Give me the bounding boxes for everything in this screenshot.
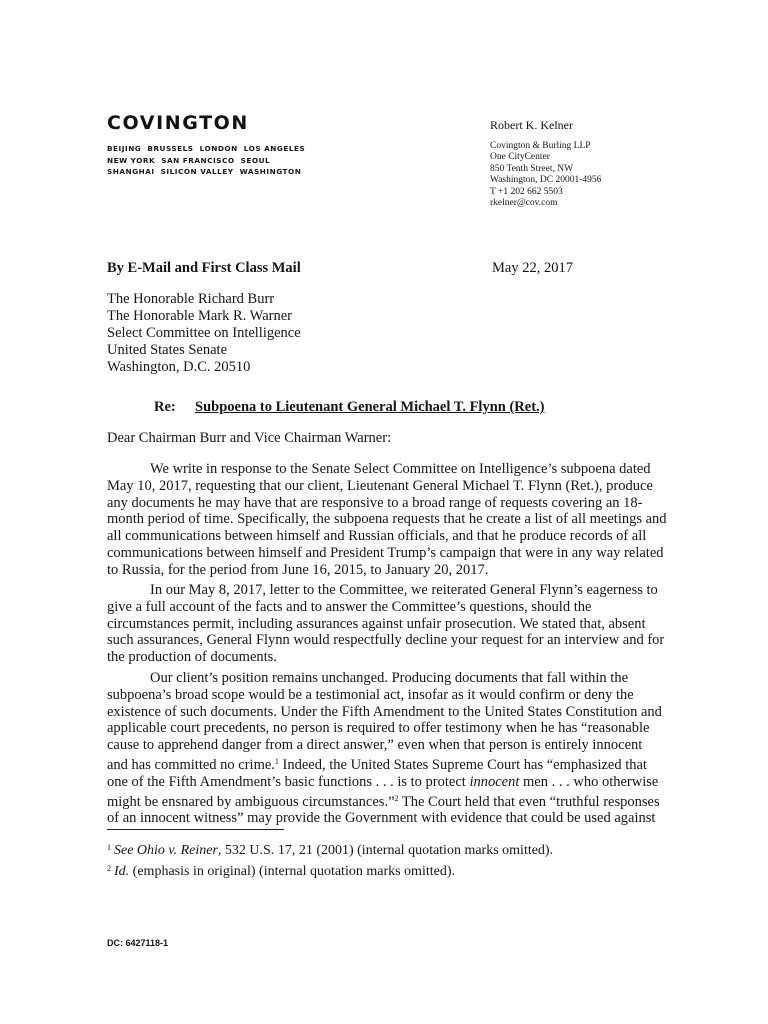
paragraph-line: any documents he may have that are responsive to a broad range of requests covering an 18- — [107, 494, 643, 511]
footnote-citation: See Ohio v. Reiner — [114, 843, 218, 858]
delivery-method: By E-Mail and First Class Mail — [107, 260, 301, 276]
line-text: one of the Fifth Amendment’s basic functions . . . is to protect — [107, 773, 470, 790]
line-text: Indeed, the United States Supreme Court has “emphasized that — [278, 756, 647, 773]
footnote-text: , 532 U.S. 17, 21 (2001) (internal quotation marks omitted). — [217, 843, 554, 858]
footnote-2 — [107, 864, 455, 880]
firm-logo: COVINGTON — [107, 112, 249, 134]
line-text: might be ensnared by ambiguous circumstances.” — [107, 793, 395, 810]
paragraph-line: We write in response to the Senate Select Committee on Intelligence’s subpoena dated — [150, 461, 651, 477]
recipient-line: United States Senate — [107, 342, 228, 358]
paragraph-line: such assurances, General Flynn would respectfully decline your request for an interview and for — [107, 632, 665, 649]
paragraph-line: May 10, 2017, requesting that our client, Lieutenant General Michael T. Flynn (Ret.), produce — [107, 477, 653, 494]
address-line: Covington & Burling LLP — [490, 141, 591, 151]
footnote-citation: Id. — [114, 864, 130, 879]
author-name: Robert K. Kelner — [490, 118, 573, 132]
recipient-block — [107, 291, 301, 376]
body-paragraph-1 — [107, 461, 667, 579]
paragraph-line: existence of such documents. Under the Fifth Amendment to the United States Constitution and — [107, 703, 662, 720]
letter-date: May 22, 2017 — [492, 260, 573, 276]
email-link[interactable]: rkelner@cov.com — [490, 198, 558, 209]
address-line: Washington, DC 20001-4956 — [490, 175, 602, 186]
paragraph-line: all communications between himself and Russian officials, and that he produce records of all — [107, 528, 647, 545]
emphasis-text: innocent — [469, 773, 520, 790]
office-line: NEW YORK SAN FRANCISCO SEOUL — [107, 155, 271, 165]
recipient-line: The Honorable Mark R. Warner — [107, 308, 292, 324]
paragraph-line: circumstances permit, including assurances against unfair prosecution. We stated that, absent — [107, 615, 646, 632]
paragraph-line: In our May 8, 2017, letter to the Committee, we reiterated General Flynn’s eagerness to — [150, 582, 658, 598]
office-line: SHANGHAI SILICON VALLEY WASHINGTON — [107, 167, 302, 176]
footnote-number: 1 — [107, 843, 111, 852]
address-line: 850 Tenth Street, NW — [490, 163, 574, 174]
footnote-text: (emphasis in original) (internal quotation marks omitted). — [129, 864, 455, 879]
recipient-line: Select Committee on Intelligence — [107, 325, 301, 341]
paragraph-line: to Russia, for the period from June 16, 2015, to January 20, 2017. — [107, 561, 489, 578]
line-text: The Court held that even “truthful responses — [398, 793, 660, 810]
line-text: men . . . who otherwise — [519, 773, 659, 790]
footnote-number: 2 — [107, 864, 111, 873]
footnote-ref[interactable]: 2 — [394, 793, 399, 803]
footnote-1 — [107, 843, 553, 859]
paragraph-line: subpoena’s broad scope would be a testimonial act, insofar as it would confirm or deny the — [107, 686, 634, 703]
footnote-divider — [107, 829, 284, 830]
recipient-line: Washington, D.C. 20510 — [107, 359, 251, 375]
address-line: One CityCenter — [490, 152, 550, 163]
paragraph-line: Our client’s position remains unchanged. Producing documents that fall within the — [150, 670, 629, 686]
office-list — [107, 143, 305, 178]
paragraph-line: the production of documents. — [107, 649, 277, 666]
body-paragraph-2 — [107, 582, 667, 666]
paragraph-line: of an innocent witness” may provide the Government with evidence that could be used against — [107, 810, 656, 827]
line-text: and has committed no crime. — [107, 756, 275, 773]
paragraph-line: give a full account of the facts and to answer the Committee’s questions, should the — [107, 598, 592, 615]
body-paragraph-3 — [107, 670, 667, 827]
subject-label: Re: — [154, 399, 176, 415]
paragraph-line: cause to apprehend danger from a direct answer,” even when that person is entirely innocent — [107, 737, 643, 754]
salutation: Dear Chairman Burr and Vice Chairman Warner: — [107, 430, 392, 446]
address-line: T +1 202 662 5503 — [490, 186, 563, 197]
paragraph-line: applicable court precedents, no person is required to offer testimony when he has “reasonable — [107, 720, 650, 737]
office-line: BEIJING BRUSSELS LONDON LOS ANGELES — [107, 144, 306, 153]
document-id: DC: 6427118-1 — [107, 938, 169, 948]
paragraph-line — [107, 774, 667, 791]
recipient-line: The Honorable Richard Burr — [107, 291, 275, 307]
footnote-ref[interactable]: 1 — [274, 756, 279, 766]
paragraph-line — [107, 791, 667, 811]
paragraph-line: month period of time. Specifically, the subpoena requests that he create a list of all meetings and — [107, 511, 667, 528]
paragraph-line: communications between himself and President Trump’s campaign that were in any way related — [107, 544, 664, 561]
subject-line: Subpoena to Lieutenant General Michael T. Flynn (Ret.) — [195, 399, 545, 415]
firm-address — [490, 141, 601, 209]
paragraph-line — [107, 754, 667, 774]
